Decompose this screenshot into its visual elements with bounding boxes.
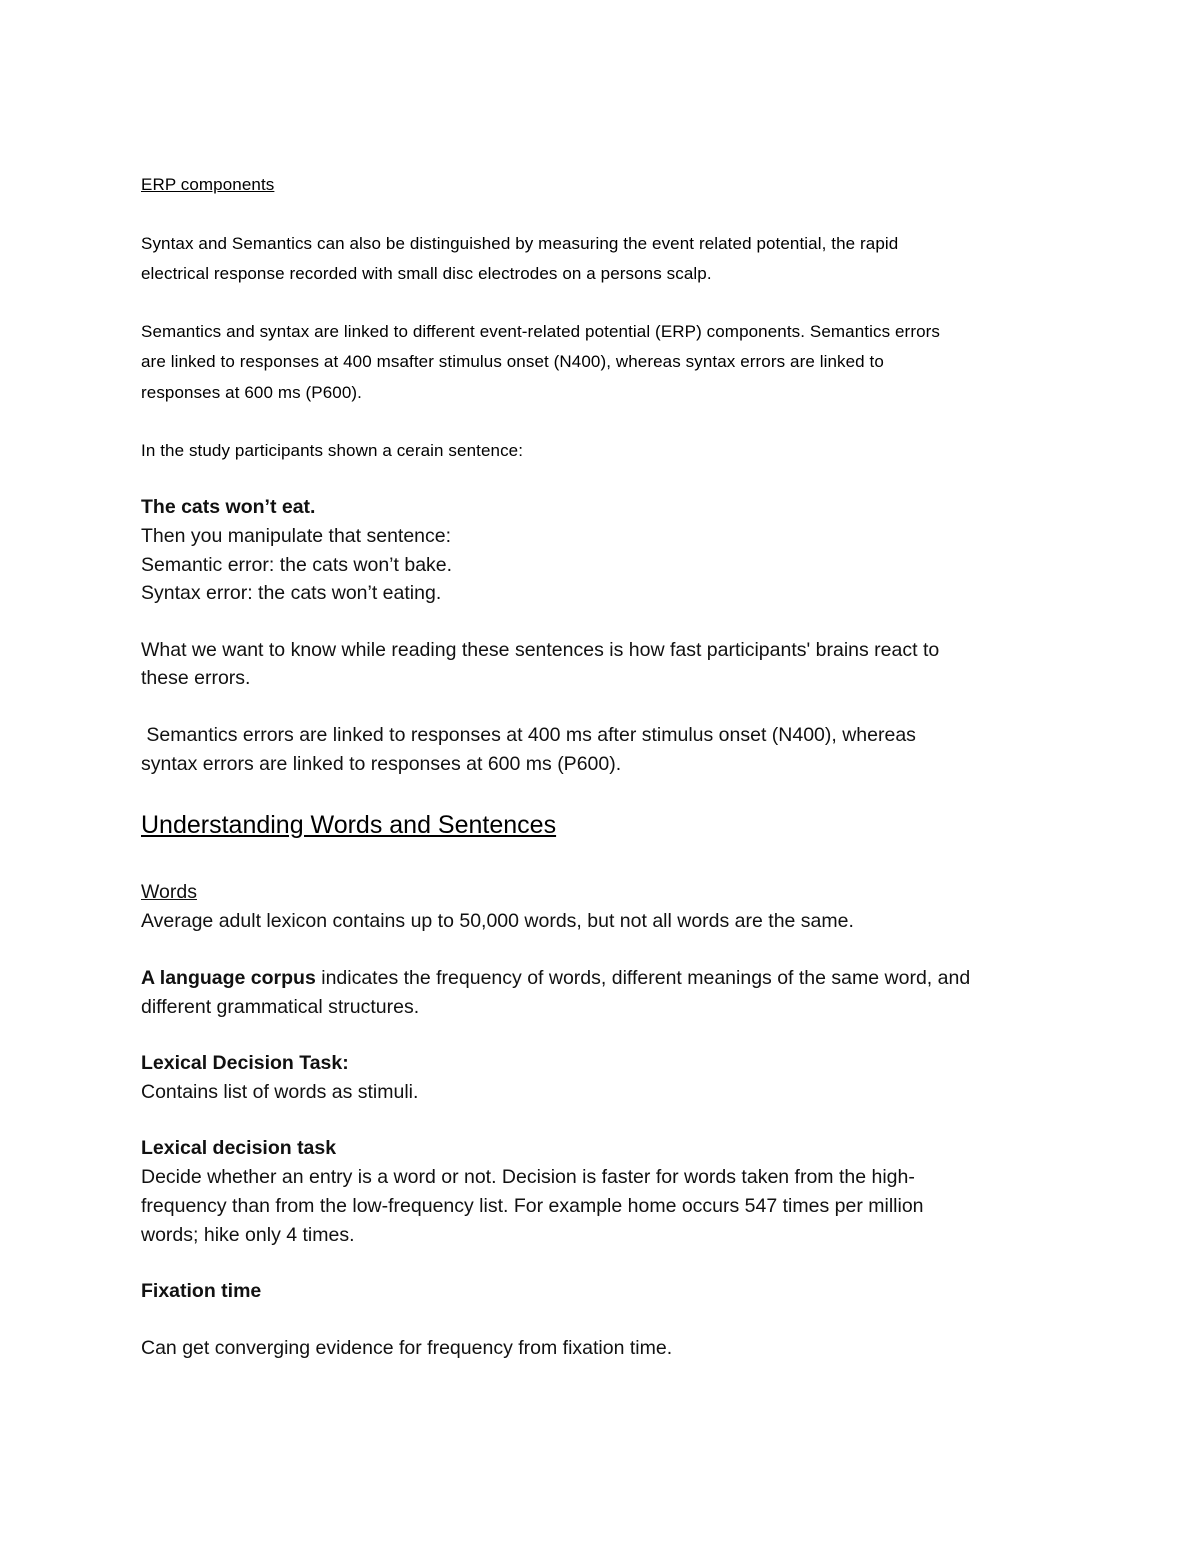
corpus-term: A language corpus (141, 967, 316, 989)
corpus-line-2: different grammatical structures. (141, 996, 420, 1018)
syntax-error-example: Syntax error: the cats won’t eating. (141, 582, 442, 604)
section-heading: Understanding Words and Sentences (141, 811, 557, 839)
lexical-decision-task-2-line-2: frequency than from the low-frequency list. For example home occurs 547 times per million (141, 1195, 924, 1217)
erp-paragraph-2-line-2: are linked to responses at 400 msafter stimulus onset (N400), whereas syntax errors are linked to (141, 352, 884, 371)
lexical-decision-task-2-line-1: Decide whether an entry is a word or not. Decision is faster for words taken from the high- (141, 1166, 915, 1188)
example-intro: Then you manipulate that sentence: (141, 525, 452, 547)
semantic-error-example: Semantic error: the cats won’t bake. (141, 554, 453, 576)
erp-paragraph-1-line-2: electrical response recorded with small disc electrodes on a persons scalp. (141, 264, 712, 283)
lexical-decision-task-text: Contains list of words as stimuli. (141, 1081, 419, 1103)
lexical-decision-task-title: Lexical Decision Task: (141, 1052, 349, 1074)
erp-paragraph-1-line-1: Syntax and Semantics can also be distinguished by measuring the event related potential, the rapid (141, 234, 899, 253)
question-line-1: What we want to know while reading these sentences is how fast participants' brains react to (141, 639, 940, 661)
corpus-line-1 (141, 969, 970, 989)
lexical-decision-task-2-title: Lexical decision task (141, 1137, 337, 1159)
example-sentence: The cats won’t eat. (141, 496, 316, 518)
erp-paragraph-2-line-3: responses at 600 ms (P600). (141, 383, 362, 402)
erp-title: ERP components (141, 175, 275, 194)
question-line-2: these errors. (141, 667, 251, 689)
summary-line-2: syntax errors are linked to responses at 600 ms (P600). (141, 753, 622, 775)
corpus-definition: indicates the frequency of words, different meanings of the same word, and (315, 967, 971, 989)
fixation-time-text: Can get converging evidence for frequency from fixation time. (141, 1337, 673, 1359)
words-text: Average adult lexicon contains up to 50,000 words, but not all words are the same. (141, 910, 854, 932)
fixation-time-title: Fixation time (141, 1280, 262, 1302)
words-subheading: Words (141, 881, 197, 903)
erp-paragraph-2-line-1: Semantics and syntax are linked to different event-related potential (ERP) components. Semantics errors (141, 322, 940, 341)
summary-line-1: Semantics errors are linked to responses at 400 ms after stimulus onset (N400), whereas (141, 724, 916, 746)
erp-paragraph-3: In the study participants shown a cerain sentence: (141, 441, 524, 460)
lexical-decision-task-2-line-3: words; hike only 4 times. (141, 1224, 355, 1246)
